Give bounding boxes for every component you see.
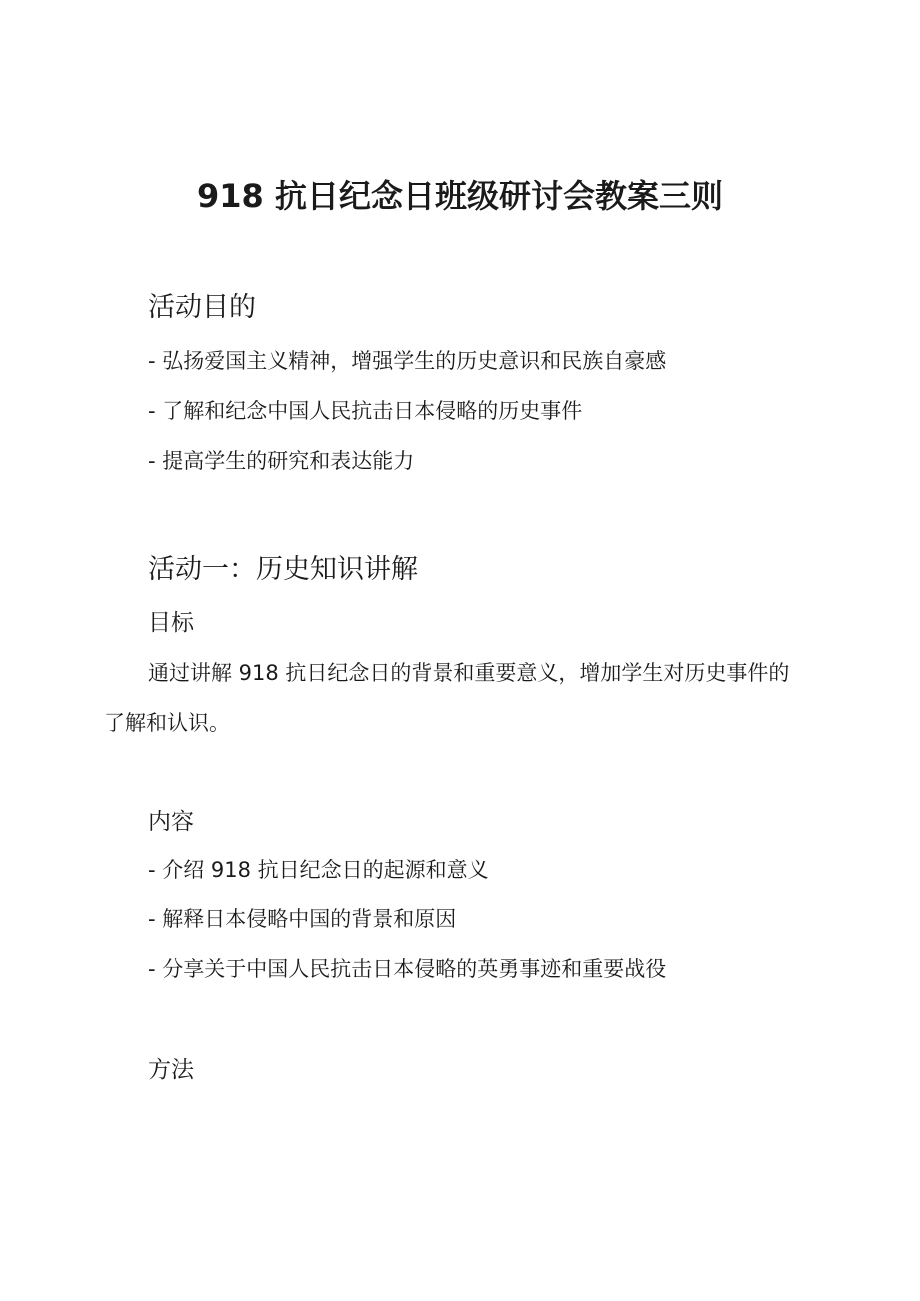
content-item: - 解释日本侵略中国的背景和原因 [148, 907, 457, 931]
goal-paragraph: 通过讲解 918 抗日纪念日的背景和重要意义，增加学生对历史事件的了解和认识。 [104, 661, 790, 735]
subheading-goal: 目标 [148, 610, 194, 636]
section-heading-goals: 活动目的 [148, 292, 256, 323]
section-heading-activity1: 活动一：历史知识讲解 [148, 554, 418, 585]
subheading-content: 内容 [148, 809, 194, 835]
goal-item: - 提高学生的研究和表达能力 [148, 449, 415, 473]
goal-item: - 了解和纪念中国人民抗击日本侵略的历史事件 [148, 399, 583, 423]
content-item: - 介绍 918 抗日纪念日的起源和意义 [148, 858, 489, 882]
document-title: 918 抗日纪念日班级研讨会教案三则 [197, 177, 723, 215]
subheading-method: 方法 [148, 1057, 194, 1083]
content-item: - 分享关于中国人民抗击日本侵略的英勇事迹和重要战役 [148, 957, 667, 981]
goal-item: - 弘扬爱国主义精神，增强学生的历史意识和民族自豪感 [148, 349, 667, 373]
